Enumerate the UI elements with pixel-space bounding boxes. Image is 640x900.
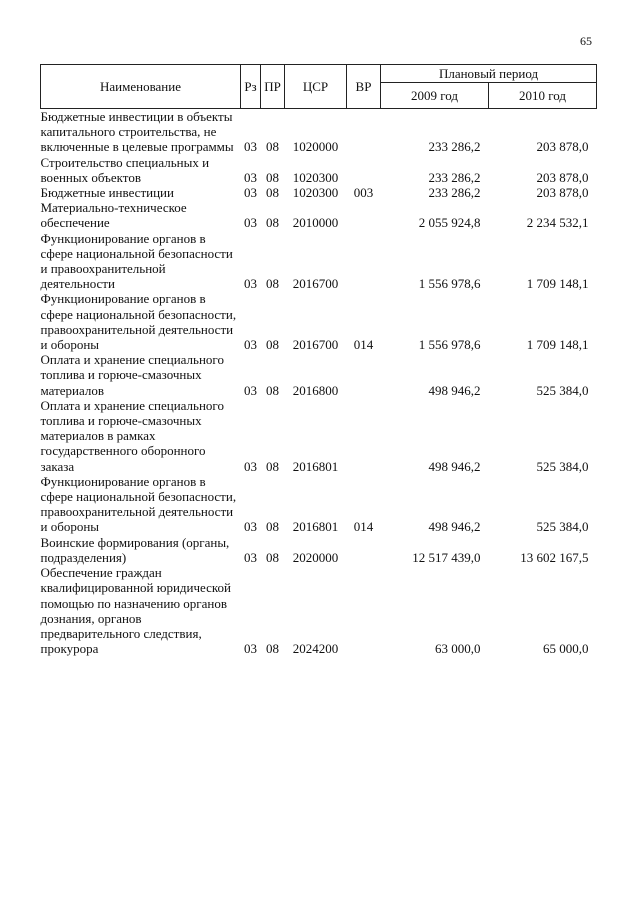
row-value-2010: 525 384,0	[536, 458, 589, 474]
row-value-2010: 1 709 148,1	[526, 337, 589, 353]
row-rz: 03	[244, 641, 257, 657]
row-value-2009: 233 286,2	[428, 139, 481, 155]
row-pr: 08	[266, 641, 279, 657]
table-row	[41, 398, 597, 474]
row-name: Функционирование органов в сфере национальной безопасности, правоохранительной деятельности и обороны	[40, 291, 237, 353]
row-pr: 08	[266, 382, 279, 398]
table-row	[41, 109, 597, 155]
row-rz: 03	[244, 139, 257, 155]
row-csr: 2024200	[292, 641, 339, 657]
table-row	[41, 291, 597, 352]
row-pr: 08	[266, 549, 279, 565]
row-vr	[347, 155, 381, 185]
row-value-2009: 63 000,0	[435, 641, 481, 657]
row-pr: 08	[266, 215, 279, 231]
row-csr: 2020000	[292, 549, 339, 565]
header-vr: ВР	[347, 65, 381, 109]
header-planning-period: Плановый период	[381, 65, 597, 83]
row-pr: 08	[266, 169, 279, 185]
row-csr: 2010000	[292, 215, 339, 231]
row-name: Материально-техническое обеспечение	[40, 200, 187, 231]
table-row	[41, 352, 597, 398]
table-row	[41, 185, 597, 200]
row-rz: 03	[244, 519, 257, 535]
header-year-2009: 2009 год	[381, 83, 489, 109]
row-csr: 2016700	[292, 337, 339, 353]
row-value-2009: 498 946,2	[428, 519, 481, 535]
page-number: 65	[580, 34, 592, 48]
row-value-2009: 233 286,2	[428, 169, 481, 185]
row-value-2010: 2 234 532,1	[526, 215, 589, 231]
row-csr: 1020300	[292, 169, 339, 185]
row-value-2010: 1 709 148,1	[526, 276, 589, 292]
row-value-2009: 1 556 978,6	[418, 276, 481, 292]
row-rz: 03	[244, 549, 257, 565]
row-vr	[347, 109, 381, 155]
row-value-2009: 12 517 439,0	[412, 549, 481, 565]
row-value-2009: 2 055 924,8	[418, 215, 481, 231]
row-name: Бюджетные инвестиции в объекты капитального строительства, не включенные в целевые программы	[40, 109, 234, 155]
row-name: Воинские формирования (органы, подразделения)	[40, 534, 230, 565]
row-value-2009: 498 946,2	[428, 458, 481, 474]
row-pr: 08	[266, 139, 279, 155]
table-body	[41, 109, 597, 657]
row-pr: 08	[266, 276, 279, 292]
row-name: Функционирование органов в сфере национальной безопасности и правоохранительной деятельности	[40, 230, 233, 292]
table-row	[41, 535, 597, 565]
row-vr	[347, 231, 381, 292]
row-csr: 2016801	[292, 519, 339, 535]
row-rz: 03	[244, 458, 257, 474]
row-vr	[347, 398, 381, 474]
header-pr: ПР	[261, 65, 285, 109]
row-value-2010: 525 384,0	[536, 519, 589, 535]
row-csr: 2016800	[292, 382, 339, 398]
row-value-2009: 233 286,2	[428, 185, 481, 201]
row-rz: 03	[244, 169, 257, 185]
table-row	[41, 200, 597, 230]
row-value-2010: 525 384,0	[536, 382, 589, 398]
row-pr: 08	[266, 458, 279, 474]
budget-table	[40, 64, 597, 656]
row-vr: 014	[353, 519, 374, 535]
header-name: Наименование	[41, 65, 241, 109]
row-vr	[347, 565, 381, 656]
row-pr: 08	[266, 337, 279, 353]
header-csr: ЦСР	[285, 65, 347, 109]
table-row	[41, 155, 597, 185]
row-pr: 08	[266, 519, 279, 535]
header-year-2010: 2010 год	[489, 83, 597, 109]
row-value-2010: 203 878,0	[536, 185, 589, 201]
row-rz: 03	[244, 185, 257, 201]
row-name: Функционирование органов в сфере национальной безопасности, правоохранительной деятельности и обороны	[40, 473, 237, 535]
row-vr	[347, 352, 381, 398]
row-name: Строительство специальных и военных объектов	[40, 154, 210, 185]
row-value-2009: 1 556 978,6	[418, 337, 481, 353]
table-row	[41, 565, 597, 656]
row-value-2010: 203 878,0	[536, 139, 589, 155]
row-name: Оплата и хранение специального топлива и горюче-смазочных материалов в рамках государственного оборонного заказа	[40, 397, 224, 474]
row-vr	[347, 200, 381, 230]
row-rz: 03	[244, 382, 257, 398]
header-rz: Рз	[241, 65, 261, 109]
row-value-2010: 203 878,0	[536, 169, 589, 185]
row-csr: 2016700	[292, 276, 339, 292]
row-rz: 03	[244, 276, 257, 292]
row-vr	[347, 535, 381, 565]
row-value-2010: 13 602 167,5	[520, 549, 589, 565]
table-row	[41, 231, 597, 292]
row-csr: 1020300	[292, 185, 339, 201]
row-value-2010: 65 000,0	[543, 641, 589, 657]
row-name: Обеспечение граждан квалифицированной юридической помощью по назначению органов дознания, органов предварительного следствия, прокурора	[40, 565, 232, 657]
row-rz: 03	[244, 337, 257, 353]
table-header	[41, 65, 597, 109]
row-csr: 1020000	[292, 139, 339, 155]
row-rz: 03	[244, 215, 257, 231]
row-pr: 08	[266, 185, 279, 201]
row-vr: 003	[353, 185, 374, 201]
row-csr: 2016801	[292, 458, 339, 474]
row-name: Бюджетные инвестиции	[40, 185, 174, 201]
table-row	[41, 474, 597, 535]
row-vr: 014	[353, 337, 374, 353]
row-value-2009: 498 946,2	[428, 382, 481, 398]
row-name: Оплата и хранение специального топлива и горюче-смазочных материалов	[40, 352, 224, 398]
